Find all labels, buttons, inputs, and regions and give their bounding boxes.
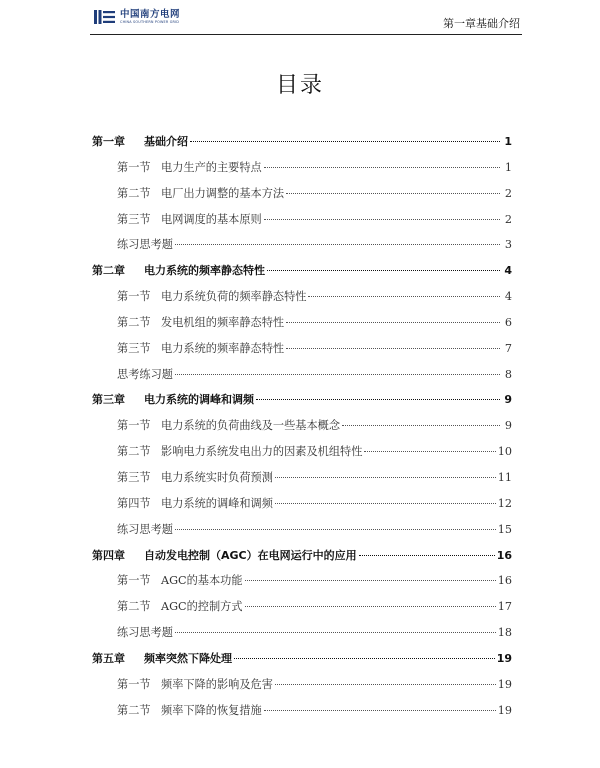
toc-section-row[interactable] xyxy=(92,572,512,598)
toc-entry-label: 电力生产的主要特点 xyxy=(161,160,262,174)
page-title: 目录 xyxy=(275,73,324,98)
toc-entry-label: 频率下降的影响及危害 xyxy=(161,677,273,691)
toc-section-row[interactable] xyxy=(92,211,512,237)
dot-leader xyxy=(175,632,496,633)
toc-entry-label: 练习思考题 xyxy=(117,238,173,252)
toc-entry-number: 第三节 xyxy=(117,212,151,226)
dot-leader xyxy=(275,684,496,685)
toc-entry-number: 第一节 xyxy=(117,574,151,588)
dot-leader xyxy=(308,296,500,297)
toc-chapter-row[interactable] xyxy=(92,391,512,417)
toc-entry-label: 练习思考题 xyxy=(117,626,173,640)
toc-entry-label: 电力系统负荷的频率静态特性 xyxy=(161,290,307,304)
toc-page-number: 8 xyxy=(504,367,512,381)
toc-section-row[interactable] xyxy=(92,340,512,366)
toc-page-number: 4 xyxy=(504,264,512,278)
dot-leader xyxy=(264,710,496,711)
toc-exercise-row[interactable] xyxy=(92,624,512,650)
toc-entry-number: 第二节 xyxy=(117,445,151,459)
dot-leader xyxy=(286,322,500,323)
dot-leader xyxy=(275,477,496,478)
toc-page-number: 19 xyxy=(497,677,512,691)
toc-page-number: 1 xyxy=(504,160,512,174)
toc-page-number: 16 xyxy=(497,574,512,588)
toc-page-number: 10 xyxy=(497,445,512,459)
toc-page-number: 3 xyxy=(504,238,512,252)
dot-leader xyxy=(342,425,500,426)
toc-entry-number: 第三节 xyxy=(117,470,151,484)
toc-page-number: 9 xyxy=(504,393,512,407)
toc-entry-label: AGC的控制方式 xyxy=(161,600,243,614)
logo xyxy=(94,9,180,25)
dot-leader xyxy=(245,580,496,581)
page-header xyxy=(90,6,522,35)
logo-chinese-text: 中国南方电网 xyxy=(120,9,181,21)
toc-section-row[interactable] xyxy=(92,314,512,340)
toc-entry-label: 电厂出力调整的基本方法 xyxy=(161,186,285,200)
toc-exercise-row[interactable] xyxy=(92,521,512,547)
toc-entry-number: 第一节 xyxy=(117,290,151,304)
dot-leader xyxy=(190,141,500,142)
logo-english-text: CHINA SOUTHERN POWER GRID xyxy=(120,19,180,24)
toc-entry-label: 思考练习题 xyxy=(117,367,173,381)
toc-page-number: 15 xyxy=(497,522,512,536)
toc-section-row[interactable] xyxy=(92,288,512,314)
toc-entry-number: 第二节 xyxy=(117,703,151,717)
toc-entry-label: 练习思考题 xyxy=(117,522,173,536)
toc-entry-label: 频率下降的恢复措施 xyxy=(161,703,262,717)
dot-leader xyxy=(359,555,495,556)
toc-entry-number: 第五章 xyxy=(92,651,125,665)
toc-entry-label: 电力系统的负荷曲线及一些基本概念 xyxy=(161,419,341,433)
toc-entry-number: 第一节 xyxy=(117,419,151,433)
toc-entry-label: 电力系统实时负荷预测 xyxy=(161,470,273,484)
toc-page-number: 11 xyxy=(497,470,512,484)
toc-chapter-row[interactable] xyxy=(92,262,512,288)
toc-page-number: 12 xyxy=(497,496,512,510)
toc-entry-label: 基础介绍 xyxy=(144,135,188,148)
toc-entry-label: 频率突然下降处理 xyxy=(144,651,232,665)
toc-section-row[interactable] xyxy=(92,185,512,211)
toc-page-number: 19 xyxy=(496,651,512,665)
toc-entry-number: 第二节 xyxy=(117,186,151,200)
toc-section-row[interactable] xyxy=(92,417,512,443)
toc-entry-number: 第三章 xyxy=(92,393,125,407)
toc-entry-number: 第二章 xyxy=(92,264,125,278)
toc-page-number: 16 xyxy=(496,548,512,562)
power-grid-logo-icon xyxy=(94,9,116,25)
dot-leader xyxy=(264,219,500,220)
dot-leader xyxy=(264,167,500,168)
toc-entry-label: 电网调度的基本原则 xyxy=(161,212,262,226)
table-of-contents xyxy=(92,133,512,727)
toc-entry-label: 影响电力系统发电出力的因素及机组特性 xyxy=(161,445,363,459)
dot-leader xyxy=(286,348,500,349)
toc-entry-number: 第四章 xyxy=(92,548,125,562)
dot-leader xyxy=(364,451,495,452)
toc-entry-number: 第二节 xyxy=(117,315,151,329)
toc-entry-label: 发电机组的频率静态特性 xyxy=(161,315,285,329)
toc-entry-number: 第一章 xyxy=(92,135,125,148)
toc-page-number: 9 xyxy=(504,419,512,433)
toc-chapter-row[interactable] xyxy=(92,650,512,676)
toc-page-number: 2 xyxy=(504,186,512,200)
dot-leader xyxy=(245,606,496,607)
toc-section-row[interactable] xyxy=(92,676,512,702)
toc-page-number: 7 xyxy=(504,341,512,355)
toc-section-row[interactable] xyxy=(92,159,512,185)
toc-chapter-row[interactable] xyxy=(92,547,512,573)
toc-exercise-row[interactable] xyxy=(92,236,512,262)
dot-leader xyxy=(256,399,500,400)
toc-chapter-row[interactable] xyxy=(92,133,512,159)
dot-leader xyxy=(286,193,500,194)
toc-section-row[interactable] xyxy=(92,598,512,624)
toc-entry-label: AGC的基本功能 xyxy=(161,574,243,588)
toc-entry-number: 第四节 xyxy=(117,496,151,510)
toc-section-row[interactable] xyxy=(92,443,512,469)
toc-entry-label: 电力系统的频率静态特性 xyxy=(144,264,265,278)
toc-page-number: 17 xyxy=(497,600,512,614)
toc-section-row[interactable] xyxy=(92,469,512,495)
toc-entry-number: 第一节 xyxy=(117,160,151,174)
running-header-chapter: 第一章基础介绍 xyxy=(443,17,520,30)
toc-entry-number: 第一节 xyxy=(117,677,151,691)
dot-leader xyxy=(275,503,496,504)
dot-leader xyxy=(175,529,496,530)
toc-page-number: 4 xyxy=(504,290,512,304)
toc-entry-label: 电力系统的频率静态特性 xyxy=(161,341,285,355)
toc-section-row[interactable] xyxy=(92,702,512,728)
toc-entry-number: 第二节 xyxy=(117,600,151,614)
dot-leader xyxy=(175,374,500,375)
toc-page-number: 1 xyxy=(504,135,512,148)
dot-leader xyxy=(267,270,500,271)
toc-entry-number: 第三节 xyxy=(117,341,151,355)
dot-leader xyxy=(234,658,495,659)
toc-page-number: 6 xyxy=(504,315,512,329)
toc-page-number: 18 xyxy=(497,626,512,640)
toc-exercise-row[interactable] xyxy=(92,366,512,392)
toc-entry-label: 电力系统的调峰和调频 xyxy=(144,393,254,407)
toc-entry-label: 电力系统的调峰和调频 xyxy=(161,496,273,510)
toc-section-row[interactable] xyxy=(92,495,512,521)
toc-page-number: 2 xyxy=(504,212,512,226)
toc-page-number: 19 xyxy=(497,703,512,717)
toc-entry-label: 自动发电控制（AGC）在电网运行中的应用 xyxy=(144,548,357,562)
dot-leader xyxy=(175,244,500,245)
